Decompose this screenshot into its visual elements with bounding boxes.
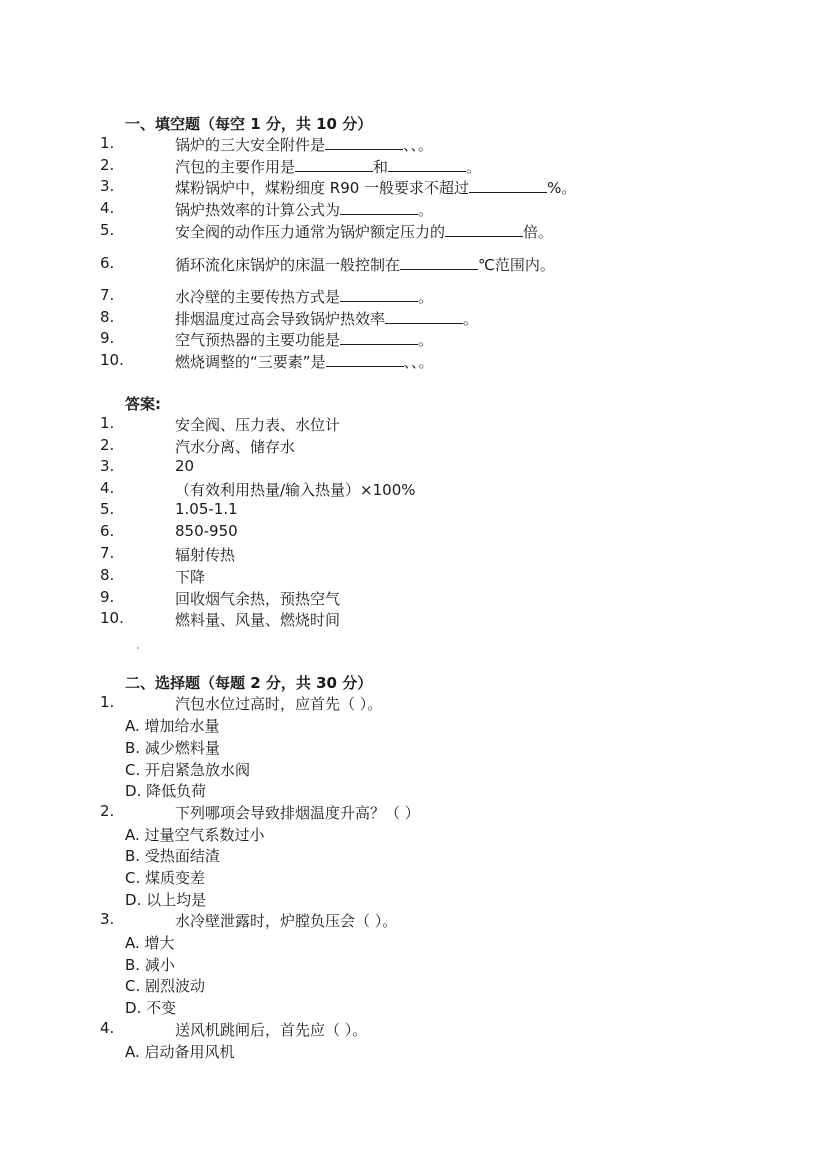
question-suffix: 。 [418,201,434,219]
answer-blank [340,330,418,345]
question-suffix: 倍。 [523,223,554,241]
question-number: 2. [100,802,115,820]
section2-title: 二、选择题（每题 2 分，共 30 分） [125,674,373,692]
answer-number: 6. [100,522,115,540]
answer-blank [325,135,403,150]
question-number: 9. [100,329,115,347]
question-suffix: ℃范围内。 [478,256,555,274]
question-prefix: 汽包的主要作用是 [175,158,296,176]
question-number: 3. [100,177,115,195]
choice-option: B. 受热面结渣 [125,847,220,865]
question-prefix: 排烟温度过高会导致锅炉热效率 [175,310,386,328]
answer-number: 5. [100,500,115,518]
answer-blank [295,157,373,172]
choice-option: A. 启动备用风机 [125,1043,235,1061]
question-number: 2. [100,156,115,174]
choice-option: D. 降低负荷 [125,782,207,800]
question-text: 下列哪项会导致排烟温度升高？（ ） [175,804,420,822]
question-text [175,177,576,198]
question-suffix: 。 [466,158,482,176]
stray-dot [137,647,139,649]
section1-title: 一、填空题（每空 1 分，共 10 分） [125,115,373,133]
question-number: 3. [100,910,115,928]
answer-number: 9. [100,588,115,606]
choice-option: B. 减少燃料量 [125,739,220,757]
question-number: 1. [100,134,115,152]
question-text [175,221,553,242]
answer-text: 汽水分离、储存水 [175,438,296,456]
question-number: 5. [100,221,115,239]
answer-number: 4. [100,479,115,497]
choice-option: D. 不变 [125,999,177,1017]
question-suffix: 、、。 [403,353,434,371]
question-prefix: 煤粉锅炉中，煤粉细度 R90 一般要求不超过 [175,179,470,197]
answer-number: 1. [100,414,115,432]
choice-option: C. 开启紧急放水阀 [125,761,251,779]
question-text [175,254,555,275]
question-prefix: 循环流化床锅炉的床温一般控制在 [175,256,401,274]
question-prefix: 锅炉热效率的计算公式为 [175,201,341,219]
question-prefix: 安全阀的动作压力通常为锅炉额定压力的 [175,223,446,241]
answer-number: 7. [100,544,115,562]
answer-blank [400,255,478,270]
choice-option: A. 过量空气系数过小 [125,826,265,844]
question-text [175,156,481,177]
question-number: 6. [100,254,115,272]
answer-text: 回收烟气余热，预热空气 [175,590,341,608]
question-number: 10. [100,351,124,369]
choice-option: C. 剧烈波动 [125,977,206,995]
question-text [175,134,433,155]
question-number: 4. [100,1019,115,1037]
answer-blank [340,287,418,302]
question-suffix: 、、。 [403,136,434,154]
question-text [175,329,433,350]
answer-number: 10. [100,609,124,627]
question-text [175,199,433,220]
answer-text: 安全阀、压力表、水位计 [175,416,341,434]
question-suffix: %。 [547,179,577,197]
answer-text: 辐射传热 [175,546,236,564]
question-suffix: 。 [463,310,479,328]
answer-blank [469,178,547,193]
question-text: 水冷壁泄露时，炉膛负压会（ ）。 [175,912,398,930]
question-number: 8. [100,308,115,326]
answer-blank [340,200,418,215]
choice-option: D. 以上均是 [125,891,207,909]
question-prefix: 燃烧调整的“三要素”是 [175,353,326,371]
answer-blank [385,309,463,324]
answer-number: 3. [100,457,115,475]
answer-text: 下降 [175,568,206,586]
question-suffix: 。 [418,331,434,349]
answer-blank [388,157,466,172]
question-text: 送风机跳闸后，首先应（ ）。 [175,1021,368,1039]
question-text [175,286,433,307]
answer-text: （有效利用热量/输入热量）×100% [175,481,416,499]
answer-text: 850-950 [175,522,238,540]
question-prefix: 锅炉的三大安全附件是 [175,136,326,154]
question-number: 1. [100,693,115,711]
answer-text: 20 [175,457,195,475]
answer-number: 8. [100,566,115,584]
answer-blank [326,352,404,367]
choice-option: B. 减小 [125,956,175,974]
question-middle: 和 [373,158,389,176]
question-prefix: 空气预热器的主要功能是 [175,331,341,349]
choice-option: C. 煤质变差 [125,869,206,887]
choice-option: A. 增大 [125,934,175,952]
question-number: 4. [100,199,115,217]
question-prefix: 水冷壁的主要传热方式是 [175,288,341,306]
choice-option: A. 增加给水量 [125,717,220,735]
question-text [175,308,478,329]
answer-blank [445,222,523,237]
answer-text: 1.05-1.1 [175,500,238,518]
question-text: 汽包水位过高时，应首先（ ）。 [175,695,383,713]
answer-number: 2. [100,436,115,454]
question-text [175,351,434,372]
question-number: 7. [100,286,115,304]
answers-title: 答案: [125,395,161,413]
question-suffix: 。 [418,288,434,306]
answer-text: 燃料量、风量、燃烧时间 [175,611,341,629]
